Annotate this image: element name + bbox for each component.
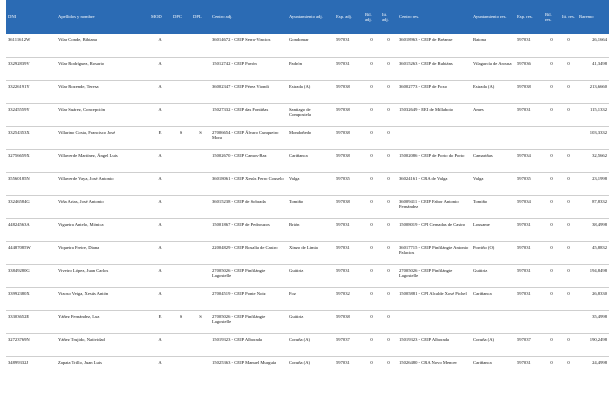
dpl-cell [191, 57, 210, 80]
dpl-cell [191, 195, 210, 218]
residence-itinerant-cell: 0 [567, 221, 570, 227]
dni-cell: 33992380X [8, 290, 30, 296]
residence-specialty-cell: 597031 [517, 221, 531, 227]
table-row [6, 34, 609, 57]
dpc-cell [171, 195, 191, 218]
residence-specialty-cell: 597037 [517, 336, 531, 342]
assigned-municipality-cell: Tomiño [289, 198, 304, 204]
header-dni: DNI [6, 0, 56, 34]
table-row [6, 218, 609, 241]
dpc-cell [171, 149, 191, 172]
dni-cell: 33245559Y [8, 106, 30, 112]
dpl-cell [191, 172, 210, 195]
assigned-municipality-cell: Xinzo de Limia [289, 244, 318, 250]
assigned-specialty-cell: 597035 [336, 175, 350, 181]
residence-specialty-cell: 597031 [517, 37, 531, 42]
assigned-center-cell: 27005026 - CEIP Pinfilángie Lagostelle [212, 267, 266, 278]
residence-itinerant-cell: 0 [567, 83, 570, 89]
score-cell: 26,1664 [592, 37, 607, 42]
table-row [6, 333, 609, 356]
residence-itinerant-cell: 0 [567, 175, 570, 181]
residence-bilingual-cell: 0 [550, 60, 553, 66]
assigned-municipality-cell: Cariñanca [289, 152, 308, 158]
dpc-cell [171, 172, 191, 195]
assigned-bilingual-cell: 0 [370, 198, 373, 204]
table-row [6, 287, 609, 310]
assigned-specialty-cell: 597031 [336, 60, 350, 66]
score-cell: 41,3498 [592, 60, 607, 66]
residence-center-cell [397, 126, 471, 149]
residence-municipality-cell: Guitiriz [473, 267, 488, 273]
dni-cell: 36111612W [8, 37, 31, 42]
table-row [6, 310, 609, 333]
score-cell: 26,8330 [592, 290, 607, 296]
assigned-municipality-cell: Padrón [289, 60, 303, 66]
header-assigned-bilingual: Bil. adj. [363, 0, 380, 34]
assigned-itinerant-cell: 0 [387, 336, 390, 342]
assigned-center-cell: 15025363 - CEIP Manuel Murguía [212, 359, 277, 365]
residence-center-cell: 36002773 - CEIP de Foxo [399, 83, 448, 89]
dpl-cell [191, 80, 210, 103]
header-residence-bilingual: Bil. res. [543, 0, 560, 34]
name-cell: Yáñez Trujido, Natividad [58, 336, 105, 342]
score-cell: 38,4998 [592, 221, 607, 227]
score-cell: 32,5662 [592, 152, 607, 158]
assigned-bilingual-cell: 0 [370, 175, 373, 181]
residence-itinerant-cell: 0 [567, 106, 570, 112]
mod-cell: A [158, 267, 162, 273]
dni-cell: 34899332J [8, 359, 29, 365]
assigned-center-cell: 36015238 - CEIP de Sobrada [212, 198, 266, 204]
name-cell: Viña Arias, José Antonio [58, 198, 104, 204]
residence-specialty-cell: 597031 [517, 244, 531, 250]
dpl-cell [191, 218, 210, 241]
residence-itinerant-cell [560, 126, 577, 149]
residence-itinerant-cell: 0 [567, 359, 570, 365]
assigned-bilingual-cell: 0 [370, 290, 373, 296]
header-residence-municipality: Ayuntamiento res. [471, 0, 515, 34]
residence-bilingual-cell: 0 [550, 290, 553, 296]
assigned-itinerant-cell: 0 [387, 198, 390, 204]
name-cell: Vilar Rozende, Teresa [58, 83, 99, 89]
dni-cell: 33303652E [8, 313, 30, 319]
assigned-municipality-cell: Mondoñedo [289, 129, 312, 135]
residence-municipality-cell: Valga [473, 175, 484, 181]
table-row [6, 103, 609, 126]
header-residence-center: Centro res. [397, 0, 471, 34]
residence-municipality-cell: Tomiño [473, 198, 488, 204]
assigned-bilingual-cell: 0 [370, 37, 373, 42]
assignment-table [6, 0, 609, 372]
dpc-cell [171, 356, 191, 372]
mod-cell: A [158, 290, 162, 296]
assigned-municipality-cell: Coruña (A) [289, 336, 311, 342]
assigned-specialty-cell: 597031 [336, 267, 350, 273]
assigned-specialty-cell: 597038 [336, 152, 350, 158]
header-dpl: DPL [191, 0, 210, 34]
dpl-cell [191, 356, 210, 372]
name-cell: Zapata Trillo, Juan Luis [58, 359, 102, 365]
residence-bilingual-cell: 0 [550, 336, 553, 342]
assigned-specialty-cell: 597031 [336, 359, 350, 365]
residence-bilingual-cell: 0 [550, 83, 553, 89]
assigned-bilingual-cell: 0 [370, 221, 373, 227]
residence-municipality-cell: Cariñanca [473, 290, 492, 296]
name-cell: Yáñez Fernández, Luz [58, 313, 100, 319]
dpc-cell [171, 287, 191, 310]
assigned-specialty-cell: 597031 [336, 244, 350, 250]
residence-specialty-cell: 597031 [517, 106, 531, 112]
dni-cell: 32756659X [8, 152, 30, 158]
table-body [6, 34, 609, 372]
residence-center-cell: 15032649 - EEI de Millaboio [399, 106, 454, 112]
name-cell: Villaverde Martínez, Ángel Luis [58, 152, 118, 158]
residence-municipality-cell [471, 310, 515, 333]
assigned-municipality-cell: Santiago de Compostela [289, 106, 311, 117]
residence-specialty-cell: 597031 [517, 267, 531, 273]
assigned-specialty-cell: 597038 [336, 83, 350, 89]
residence-specialty-cell: 597034 [517, 152, 531, 158]
residence-bilingual-cell: 0 [550, 244, 553, 250]
residence-bilingual-cell: 0 [550, 267, 553, 273]
assigned-municipality-cell: Brión [289, 221, 300, 227]
dpc-cell [171, 264, 191, 287]
residence-center-cell [397, 310, 471, 333]
residence-specialty-cell: 597035 [517, 175, 531, 181]
residence-itinerant-cell: 0 [567, 290, 570, 296]
name-cell: Villarino Costa, Francisco José [58, 129, 116, 135]
name-cell: Vilar Suárez, Concepción [58, 106, 106, 112]
residence-specialty-cell: 597031 [517, 290, 531, 296]
name-cell: Vilar Conde, Bibiana [58, 37, 97, 42]
dpl-cell [191, 333, 210, 356]
residence-municipality-cell: Porriño (O) [473, 244, 495, 250]
assigned-specialty-cell: 597038 [336, 106, 350, 112]
assigned-bilingual-cell: 0 [370, 244, 373, 250]
table-row [6, 264, 609, 287]
table-row [6, 80, 609, 103]
assigned-itinerant-cell: 0 [387, 83, 390, 89]
mod-cell: A [158, 359, 162, 365]
mod-cell: E [158, 313, 162, 319]
assigned-municipality-cell: Foz [289, 290, 296, 296]
score-cell: 190,2498 [589, 336, 607, 342]
score-cell: 194,8498 [589, 267, 607, 273]
residence-itinerant-cell: 0 [567, 60, 570, 66]
assigned-municipality-cell: Coruña (A) [289, 359, 311, 365]
assigned-bilingual-cell: 0 [370, 106, 373, 112]
dpl-cell: S [199, 129, 202, 135]
dpc-cell [171, 218, 191, 241]
dpc-cell [171, 57, 191, 80]
dpl-cell [191, 264, 210, 287]
score-cell: 45,8832 [592, 244, 607, 250]
dpl-cell [191, 149, 210, 172]
residence-center-cell: 36017715 - CEIP Pinfilángie Antonio Palacios [399, 244, 469, 255]
assigned-municipality-cell: Gondomar [289, 37, 309, 42]
dni-cell: 33254353X [8, 129, 30, 135]
assigned-municipality-cell: Estrada (A) [289, 83, 311, 89]
assigned-itinerant-cell: 0 [387, 152, 390, 158]
residence-bilingual-cell: 0 [550, 359, 553, 365]
assigned-specialty-cell: 597031 [336, 221, 350, 227]
table-row [6, 195, 609, 218]
assigned-bilingual-cell: 0 [370, 313, 373, 319]
assigned-center-cell: 27004519 - CEIP Ponte Noiz [212, 290, 266, 296]
residence-center-cell: 15026480 - CRA Novo Mencer [399, 359, 457, 365]
score-cell: 87,8332 [592, 198, 607, 204]
residence-center-cell: 15002086 - CEIP de Porto do Porto [399, 152, 465, 158]
assigned-center-cell: 22004829 - CEIP Rosalía de Castro [212, 244, 278, 250]
residence-bilingual-cell: 0 [550, 198, 553, 204]
assigned-center-cell: 36002347 - CEIP Pérez Viondi [212, 83, 269, 89]
header-assigned-itinerant: Iti. adj. [380, 0, 397, 34]
assigned-itinerant-cell: 0 [387, 290, 390, 296]
assigned-municipality-cell: Valga [289, 175, 300, 181]
assigned-municipality-cell: Guitiriz [289, 313, 304, 319]
assigned-itinerant-cell: 0 [387, 106, 390, 112]
mod-cell: A [158, 198, 162, 204]
assigned-bilingual-cell: 0 [370, 336, 373, 342]
dpl-cell [191, 34, 210, 57]
dpc-cell: S [179, 313, 183, 319]
residence-center-cell: 36024161 - CRA de Valga [399, 175, 448, 181]
residence-itinerant-cell: 0 [567, 336, 570, 342]
dpl-cell: S [199, 313, 202, 319]
assigned-center-cell: 15012742 - CEIP Pavón [212, 60, 257, 66]
assigned-specialty-cell: 597038 [336, 198, 350, 204]
residence-municipality-cell: Cariñanca [473, 359, 492, 365]
residence-municipality-cell: Camariñas [473, 152, 493, 158]
name-cell: Vigueira Antelo, Mónica [58, 221, 104, 227]
table-row [6, 172, 609, 195]
assigned-center-cell: 15001867 - CEIP de Pedrouzos [212, 221, 270, 227]
assigned-municipality-cell: Guitiriz [289, 267, 304, 273]
mod-cell: A [158, 106, 162, 112]
dpc-cell [171, 103, 191, 126]
residence-center-cell: 36015263 - CEIP de Rubiáns [399, 60, 453, 66]
residence-center-cell: 36018963 - CEIP de Bréanse [399, 37, 453, 42]
residence-bilingual-cell: 0 [550, 37, 553, 42]
header-mod: MOD [149, 0, 171, 34]
assigned-itinerant-cell: 0 [387, 244, 390, 250]
mod-cell: A [158, 221, 162, 227]
residence-municipality-cell: Estrada (A) [473, 83, 495, 89]
residence-specialty-cell: 597038 [517, 83, 531, 89]
table-row [6, 356, 609, 372]
dpc-cell [171, 333, 191, 356]
table-row [6, 149, 609, 172]
assigned-bilingual-cell: 0 [370, 129, 373, 135]
residence-specialty-cell: 597031 [517, 359, 531, 365]
assigned-itinerant-cell: 0 [387, 37, 390, 42]
residence-bilingual-cell: 0 [550, 175, 553, 181]
residence-bilingual-cell: 0 [550, 106, 553, 112]
name-cell: Viveiro López, Juan Carlos [58, 267, 109, 273]
mod-cell: A [158, 83, 162, 89]
residence-specialty-cell: 597034 [517, 198, 531, 204]
header-assigned-municipality: Ayuntamiento adj. [287, 0, 334, 34]
residence-municipality-cell: Lousame [473, 221, 490, 227]
assigned-specialty-cell: 597037 [336, 336, 350, 342]
residence-municipality-cell: Vilagarcía de Arousa [473, 60, 512, 66]
header-residence-itinerant: Iti. res. [560, 0, 577, 34]
dni-cell: 32723769N [8, 336, 30, 342]
residence-municipality-cell: Ames [473, 106, 484, 112]
residence-itinerant-cell: 0 [567, 267, 570, 273]
mod-cell: A [158, 336, 162, 342]
residence-bilingual-cell: 0 [550, 152, 553, 158]
assigned-itinerant-cell: 0 [387, 175, 390, 181]
assigned-itinerant-cell: 0 [387, 267, 390, 273]
mod-cell: A [158, 244, 162, 250]
dni-cell: 33246584G [8, 198, 30, 204]
assigned-center-cell: 27006654 - CEIP Álvaro Cunqueiro Mora [212, 129, 279, 140]
score-cell: 213,6660 [589, 83, 607, 89]
table-row [6, 241, 609, 264]
residence-municipality-cell: Baiona [473, 37, 487, 42]
dni-cell: 44487085W [8, 244, 31, 250]
residence-municipality-cell: Coruña (A) [473, 336, 495, 342]
header-assigned-specialty: Esp. adj. [334, 0, 363, 34]
residence-itinerant-cell: 0 [567, 152, 570, 158]
assigned-itinerant-cell: 0 [387, 313, 390, 319]
table-row [6, 57, 609, 80]
mod-cell: E [158, 129, 162, 135]
mod-cell: A [158, 37, 162, 42]
dpl-cell [191, 103, 210, 126]
dni-cell: 33849280G [8, 267, 30, 273]
residence-itinerant-cell: 0 [567, 37, 570, 42]
assigned-itinerant-cell: 0 [387, 359, 390, 365]
residence-center-cell: 36009411 - CEIP Fabor Antonio Fernández [399, 198, 459, 209]
score-cell: 23,1998 [592, 175, 607, 181]
name-cell: Viqueira Freire, Diana [58, 244, 100, 250]
assigned-specialty-cell: 597038 [336, 313, 350, 319]
residence-center-cell: 27005026 - CEIP Pinfilángie Lagostelle [399, 267, 453, 278]
assigned-bilingual-cell: 0 [370, 359, 373, 365]
name-cell: Villaverde Vaya, José Antonio [58, 175, 114, 181]
residence-bilingual-cell: 0 [550, 221, 553, 227]
assigned-center-cell: 27005026 - CEIP Pinfilángie Lagostelle [212, 313, 266, 324]
residence-specialty-cell: 597036 [517, 60, 531, 66]
assigned-itinerant-cell: 0 [387, 129, 390, 135]
assigned-bilingual-cell: 0 [370, 60, 373, 66]
residence-municipality-cell [471, 126, 515, 149]
score-cell: 115,1332 [589, 106, 607, 112]
mod-cell: A [158, 152, 162, 158]
residence-bilingual-cell [543, 310, 560, 333]
mod-cell: A [158, 175, 162, 181]
assigned-bilingual-cell: 0 [370, 152, 373, 158]
dpl-cell [191, 241, 210, 264]
residence-center-cell: 15008019 - CPI Cernadas de Castro [399, 221, 466, 227]
table-row [6, 126, 609, 149]
header-score: Baremo [577, 0, 609, 34]
header-name: Apellidos y nombre [56, 0, 149, 34]
dpc-cell [171, 34, 191, 57]
residence-specialty-cell [515, 310, 543, 333]
dni-cell: 33226191Y [8, 83, 30, 89]
assigned-specialty-cell: 597038 [336, 129, 350, 135]
assigned-bilingual-cell: 0 [370, 83, 373, 89]
assigned-center-cell: 15027332 - CEIP das Fontiñas [212, 106, 269, 112]
dpl-cell [191, 287, 210, 310]
header-assigned-center: Centro adj. [210, 0, 287, 34]
assigned-center-cell: 15019323 - CEIP Alborada [212, 336, 262, 342]
assigned-center-cell: 36014672 - CEIP Serra-Vincios [212, 37, 271, 42]
residence-itinerant-cell: 0 [567, 244, 570, 250]
score-cell: 35,4998 [592, 313, 607, 319]
assigned-center-cell: 15002670 - CEIP Camos-Baz [212, 152, 267, 158]
header-dpc: DPC [171, 0, 191, 34]
name-cell: Vizoso Veiga, Xesús Antón [58, 290, 109, 296]
residence-specialty-cell [515, 126, 543, 149]
assigned-center-cell: 36018061 - CEIP Xesús Ferro Couselo [212, 175, 284, 181]
assigned-specialty-cell: 597031 [336, 37, 350, 42]
residence-bilingual-cell [543, 126, 560, 149]
dpc-cell: S [179, 129, 183, 135]
score-cell: 103,3332 [589, 129, 607, 135]
dni-cell: 44824563A [8, 221, 30, 227]
dpc-cell [171, 80, 191, 103]
assigned-specialty-cell: 597032 [336, 290, 350, 296]
residence-itinerant-cell: 0 [567, 198, 570, 204]
residence-center-cell: 15005881 - CPI Alcalde Xosé Pichel [399, 290, 467, 296]
mod-cell: A [158, 60, 162, 66]
table-header-row [6, 0, 609, 34]
name-cell: Vilar Rodríguez, Rosario [58, 60, 105, 66]
dni-cell: 35560185N [8, 175, 30, 181]
assigned-itinerant-cell: 0 [387, 60, 390, 66]
residence-itinerant-cell [560, 310, 577, 333]
dni-cell: 33292839V [8, 60, 30, 66]
assigned-bilingual-cell: 0 [370, 267, 373, 273]
residence-center-cell: 15019323 - CEIP Alborada [399, 336, 449, 342]
dpc-cell [171, 241, 191, 264]
assigned-itinerant-cell: 0 [387, 221, 390, 227]
header-residence-specialty: Esp. res. [515, 0, 543, 34]
score-cell: 24,4998 [592, 359, 607, 365]
